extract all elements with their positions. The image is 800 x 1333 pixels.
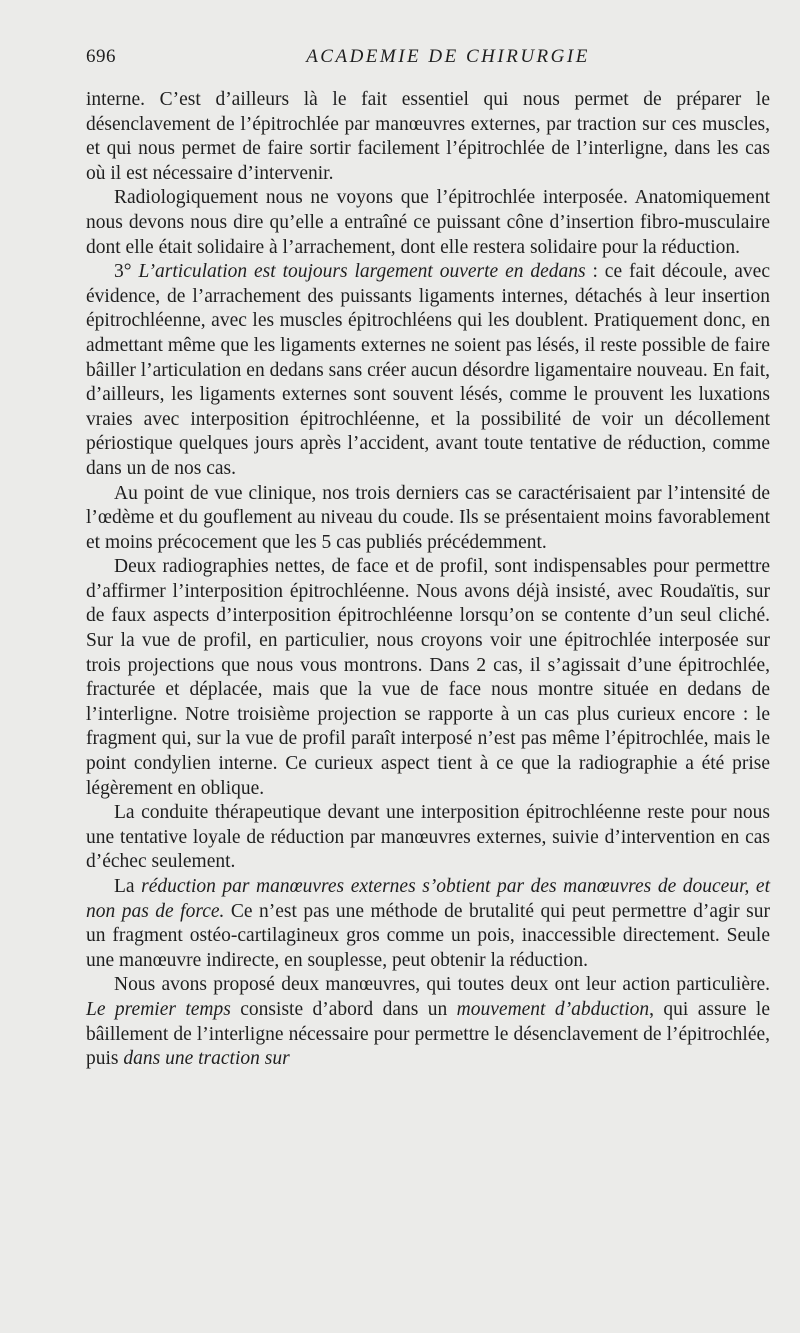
text-segment: : ce fait découle, avec évidence, de l’arrachement des puissants ligaments internes, détachés à leur insertion épitrochléenne, avec les muscles épitrochléens qui les doublent. Pratiquement donc, en admettant même que les ligaments externes ne soient pas lésés, il reste possible de faire bâiller l’articulation en dedans sans créer aucun désordre ligamentaire nouveau. En fait, d’ailleurs, les ligaments externes sont souvent lésés, comme le prouvent les luxations vraies avec interposition épitrochléenne, et la possibilité de voir un décollement périostique quelques jours après l’accident, avant toute tentative de réduction, comme dans un de nos cas.	[86, 261, 770, 479]
text-segment: La conduite thérapeutique devant une interposition épitrochléenne reste pour nous une tentative loyale de réduction par manœuvres externes, suivie d’intervention en cas d’échec seulement.	[86, 802, 770, 873]
text-segment: Au point de vue clinique, nos trois derniers cas se caractérisaient par l’intensité de l’œdème et du gouflement au niveau du coude. Ils se présentaient moins favorablement et moins précocement que les 5 cas publiés précédemment.	[86, 482, 770, 553]
text-segment: Ce n’est pas une méthode de brutalité qui peut permettre d’agir sur un fragment ostéo-cartilagineux gros comme un pois, inaccessible directement. Seule une manœuvre indirecte, en souplesse, peut obtenir la réduction.	[86, 900, 770, 971]
paragraph-p1	[86, 88, 770, 186]
text-segment: Radiologiquement nous ne voyons que l’épitrochlée interposée. Anatomiquement nous devons nous dire qu’elle a entraîné ce puissant cône d’insertion fibro-musculaire dont elle était solidaire à l’arrachement, dont elle restera solidaire pour la réduction.	[86, 187, 770, 258]
paragraph-p5	[86, 555, 770, 801]
italic-text-segment: L’articulation est toujours largement ouverte en dedans	[138, 261, 586, 283]
paragraph-p7	[86, 875, 770, 973]
page-number: 696	[86, 46, 116, 67]
text-segment: consiste d’abord dans un	[230, 998, 457, 1020]
paragraph-p8	[86, 973, 770, 1071]
paragraph-p6	[86, 801, 770, 875]
italic-text-segment: dans une traction sur	[123, 1048, 290, 1070]
italic-text-segment: réduction par manœuvres externes s’obtient par des manœuvres de douceur, et non pas de force.	[86, 876, 770, 922]
italic-text-segment: mouvement d’abduction	[456, 998, 650, 1020]
page-header	[86, 46, 770, 72]
text-segment: La	[114, 876, 142, 897]
text-segment: interne. C’est d’ailleurs là le fait essentiel qui nous permet de préparer le désenclavement de l’épitrochlée par manœuvres externes, par traction sur ces muscles, et qui nous permet de faire sortir facilement l’épitrochlée de l’interligne, dans les cas où il est nécessaire d’intervenir.	[86, 89, 770, 184]
text-segment: , qui assure le bâillement de l’interligne nécessaire pour permettre le désenclavement de l’épitrochlée, puis	[86, 998, 770, 1070]
paragraph-p4	[86, 482, 770, 556]
text-segment: Deux radiographies nettes, de face et de profil, sont indispensables pour permettre d’affirmer l’interposition épitrochléenne. Nous avons déjà insisté, avec Roudaïtis, sur de faux aspects d’interposition épitrochléenne lorsqu’on se contente d’un seul cliché. Sur la vue de profil, en particulier, nous croyons voir une épitrochlée interposée sur trois projections que nous vous montrons. Dans 2 cas, il s’agissait d’une épitrochlée, fracturée et déplacée, mais que la vue de face nous montre située en dedans de l’interligne. Notre troisième projection se rapporte à un cas plus curieux encore : le fragment qui, sur la vue de profil paraît interposé n’est pas même l’épitrochlée, mais le point condylien interne. Ce curieux aspect tient à ce que la radiographie a été prise légèrement en oblique.	[86, 556, 770, 799]
paragraph-p2	[86, 186, 770, 260]
running-title: ACADEMIE DE CHIRURGIE	[306, 46, 590, 67]
body-text	[86, 88, 770, 1072]
text-segment: Nous avons proposé deux manœuvres, qui toutes deux ont leur action particulière.	[114, 974, 770, 996]
paragraph-p3	[86, 260, 770, 481]
italic-text-segment: Le premier temps	[86, 998, 231, 1020]
text-segment: 3°	[114, 261, 139, 283]
